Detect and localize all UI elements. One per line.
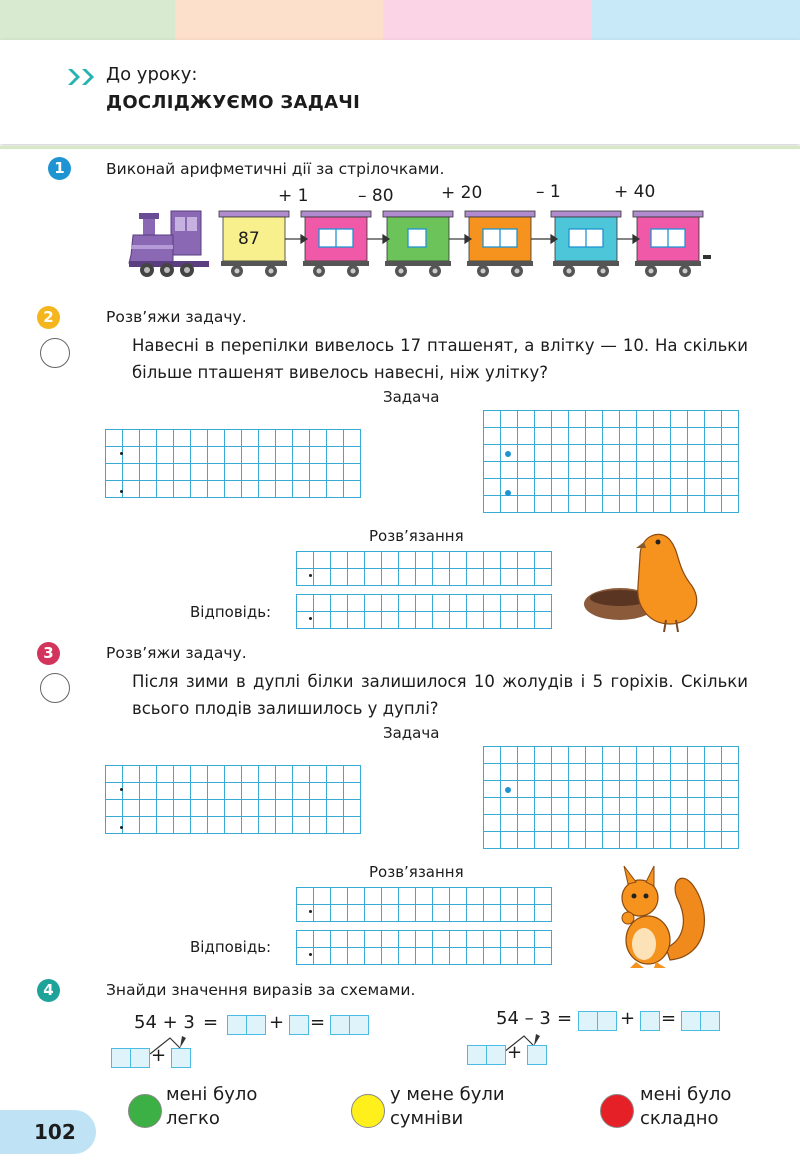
- equals-sign: =: [557, 1008, 573, 1029]
- answer-box[interactable]: [681, 1011, 701, 1031]
- answer-grid[interactable]: [296, 930, 552, 965]
- grid-mark: [505, 490, 511, 496]
- answer-box[interactable]: [227, 1015, 247, 1035]
- task-short-notes-grid[interactable]: [105, 765, 361, 834]
- solution-label: Розв’язання: [369, 527, 464, 545]
- task-number-badge: 2: [37, 306, 60, 329]
- plus-sign: +: [151, 1045, 167, 1066]
- solution-grid[interactable]: [296, 551, 552, 586]
- plus-sign: +: [269, 1012, 285, 1033]
- solution-label: Розв’язання: [369, 863, 464, 881]
- operation-label: + 20: [441, 183, 483, 203]
- answer-label: Відповідь:: [190, 938, 272, 956]
- operation-label: – 1: [536, 182, 561, 202]
- solution-grid[interactable]: [296, 887, 552, 922]
- task-number-badge: 3: [37, 642, 60, 665]
- task1-instruction: Виконай арифметичні дії за стрілочками.: [106, 160, 445, 178]
- squirrel-illustration: [600, 860, 710, 972]
- self-assessment-circle[interactable]: [40, 673, 70, 703]
- answer-box[interactable]: [111, 1048, 131, 1068]
- start-value: 87: [238, 229, 260, 249]
- task3-instruction: Розв’яжи задачу.: [106, 644, 247, 662]
- reflection-hard-line1: мені було: [640, 1084, 732, 1105]
- answer-box[interactable]: [578, 1011, 598, 1031]
- task4-instruction: Знайди значення виразів за схемами.: [106, 981, 416, 999]
- task-number-badge: 4: [37, 979, 60, 1002]
- equals-sign: =: [203, 1012, 219, 1033]
- reflection-hard-line2: складно: [640, 1108, 719, 1129]
- grid-mark: [120, 452, 123, 455]
- grid-mark: [505, 787, 511, 793]
- equals-sign: =: [661, 1008, 677, 1029]
- diagram-grid[interactable]: [483, 410, 739, 513]
- top-strip-green: [0, 0, 175, 40]
- task2-problem-text: Навесні в перепілки вивелось 17 пташенят, а влітку — 10. На скільки більше пташенят вивелось навесні, ніж улітку?: [132, 336, 748, 382]
- answer-box[interactable]: [597, 1011, 617, 1031]
- answer-box[interactable]: [289, 1015, 309, 1035]
- grid-mark: [309, 617, 312, 620]
- grid-mark: [120, 490, 123, 493]
- answer-box[interactable]: [700, 1011, 720, 1031]
- task-number-badge: 1: [48, 157, 71, 180]
- operation-label: + 40: [614, 182, 656, 202]
- lesson-title: ДОСЛІДЖУЄМО ЗАДАЧІ: [106, 92, 361, 113]
- reflection-doubt-line1: у мене були: [390, 1084, 505, 1105]
- locomotive-icon: [129, 211, 209, 277]
- reflection-yellow-dot[interactable]: [351, 1094, 385, 1128]
- answer-label: Відповідь:: [190, 603, 272, 621]
- train-illustration: [125, 205, 725, 283]
- reflection-doubt-line2: сумніви: [390, 1108, 464, 1129]
- answer-box[interactable]: [130, 1048, 150, 1068]
- task3-problem-text: Після зими в дуплі білки залишилося 10 жолудів і 5 горіхів. Скільки всього плодів залишилось у дуплі?: [132, 672, 748, 718]
- operation-label: + 1: [278, 186, 309, 206]
- answer-box[interactable]: [640, 1011, 660, 1031]
- grid-mark: [505, 451, 511, 457]
- self-assessment-circle[interactable]: [40, 338, 70, 368]
- reflection-easy-line1: мені було: [166, 1084, 258, 1105]
- grid-mark: [309, 574, 312, 577]
- operation-label: – 80: [358, 186, 394, 206]
- top-strip-pink: [383, 0, 591, 40]
- expression-2: 54 – 3: [496, 1008, 551, 1029]
- plus-sign: +: [620, 1008, 636, 1029]
- answer-box[interactable]: [467, 1045, 487, 1065]
- answer-box[interactable]: [486, 1045, 506, 1065]
- reflection-red-dot[interactable]: [600, 1094, 634, 1128]
- answer-box[interactable]: [527, 1045, 547, 1065]
- task-short-notes-grid[interactable]: [105, 429, 361, 498]
- task-label: Задача: [383, 724, 440, 742]
- answer-box[interactable]: [349, 1015, 369, 1035]
- grid-mark: [120, 788, 123, 791]
- header-divider: [0, 146, 800, 149]
- top-strip-orange: [175, 0, 383, 40]
- double-chevron-icon: [66, 67, 104, 87]
- reflection-green-dot[interactable]: [128, 1094, 162, 1128]
- answer-box[interactable]: [246, 1015, 266, 1035]
- grid-mark: [309, 910, 312, 913]
- answer-box[interactable]: [330, 1015, 350, 1035]
- expression-1: 54 + 3: [134, 1012, 195, 1033]
- grid-mark: [120, 826, 123, 829]
- plus-sign: +: [507, 1042, 523, 1063]
- diagram-grid[interactable]: [483, 746, 739, 849]
- page-number: 102: [34, 1120, 76, 1144]
- quail-illustration: [580, 526, 710, 636]
- grid-mark: [309, 953, 312, 956]
- answer-grid[interactable]: [296, 594, 552, 629]
- task2-instruction: Розв’яжи задачу.: [106, 308, 247, 326]
- equals-sign: =: [310, 1012, 326, 1033]
- top-strip-blue: [591, 0, 800, 40]
- lesson-kicker: До уроку:: [106, 64, 198, 85]
- task-label: Задача: [383, 388, 440, 406]
- reflection-easy-line2: легко: [166, 1108, 220, 1129]
- answer-box[interactable]: [171, 1048, 191, 1068]
